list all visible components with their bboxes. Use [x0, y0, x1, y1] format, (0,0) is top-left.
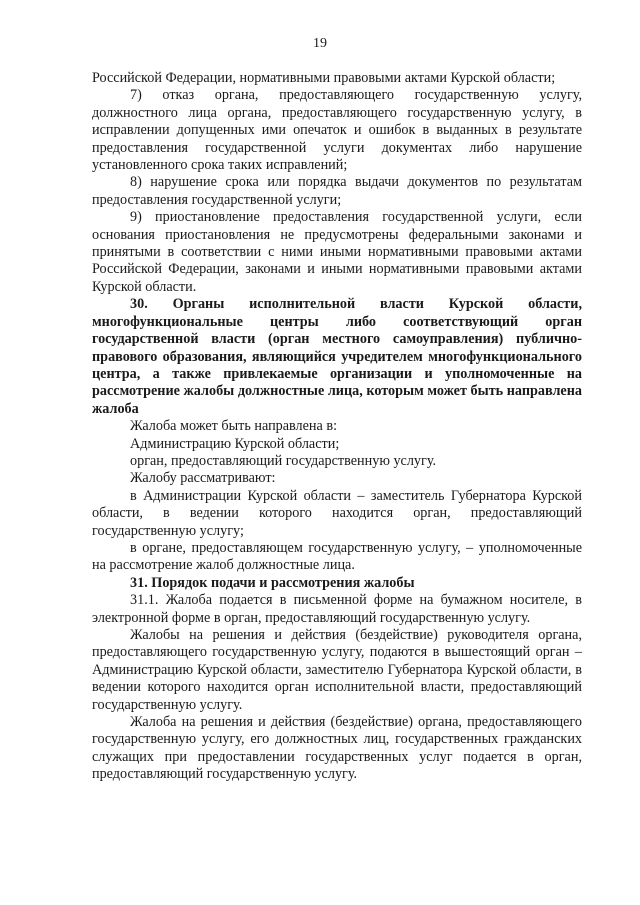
paragraph-service-body: орган, предоставляющий государственную услугу.: [130, 452, 437, 469]
document-body: [92, 70, 582, 784]
paragraph-31-1: 31.1. Жалоба подается в письменной форме на бумажном носителе, в электронной форме в орган, предоставляющий государственную услугу.: [92, 592, 582, 626]
page-number: 19: [313, 36, 327, 51]
paragraph-head-complaints: Жалобы на решения и действия (бездействие) руководителя органа, предоставляющего государственную услугу, подаются в вышестоящий орган – Администрацию Курской области, заместителю Губернатора Курской области, в ведении которого находится орган исполнительной власти, предоставляющий государственную услугу.: [92, 627, 582, 713]
paragraph-1: Российской Федерации, нормативными правовыми актами Курской области;: [92, 70, 556, 86]
paragraph-item-9: 9) приостановление предоставления государственной услуги, если основания приостановления не предусмотрены федеральными законами и принятыми в соответствии с ними иными нормативными правовыми актами Российской Федерации, законами и иными нормативными правовыми актами Курской области.: [92, 209, 582, 295]
paragraph-deputy-governor: в Администрации Курской области – заместитель Губернатора Курской области, в ведении которого находится орган, предоставляющий государственную услугу;: [92, 487, 582, 539]
paragraph-official-complaints: Жалоба на решения и действия (бездействие) органа, предоставляющего государственную услугу, его должностных лиц, государственных гражданских служащих при предоставлении государственных услуг подается в орган, предоставляющий государственную услугу.: [92, 714, 582, 783]
paragraph-authorized-officials: в органе, предоставляющем государственную услугу, – уполномоченные на рассмотрение жалоб должностные лица.: [92, 539, 582, 574]
paragraph-reviewers: Жалобу рассматривают:: [130, 470, 276, 487]
paragraph-item-8: 8) нарушение срока или порядка выдачи документов по результатам предоставления государственной услуги;: [92, 174, 582, 208]
section-heading-31: 31. Порядок подачи и рассмотрения жалобы: [130, 574, 415, 591]
paragraph-complaint-directed: Жалоба может быть направлена в:: [130, 418, 338, 435]
section-heading-30: 30. Органы исполнительной власти Курской области, многофункциональные центры либо соответствующий орган государственной власти (орган местного самоуправления) публично-правового образования, являющийся учредителем многофункционального центра, а также привлекаемые организации и уполномоченные на рассмотрение жалобы должностные лица, которым может быть направлена жалоба: [92, 296, 582, 417]
paragraph-administration: Администрацию Курской области;: [130, 435, 340, 452]
paragraph-item-7: 7) отказ органа, предоставляющего государственную услугу, должностного лица органа, предоставляющего государственную услугу, в исправлении допущенных ими опечаток и ошибок в выданных в результате предоставления государственной услуги документах либо нарушение установленного срока таких исправлений;: [92, 87, 582, 174]
